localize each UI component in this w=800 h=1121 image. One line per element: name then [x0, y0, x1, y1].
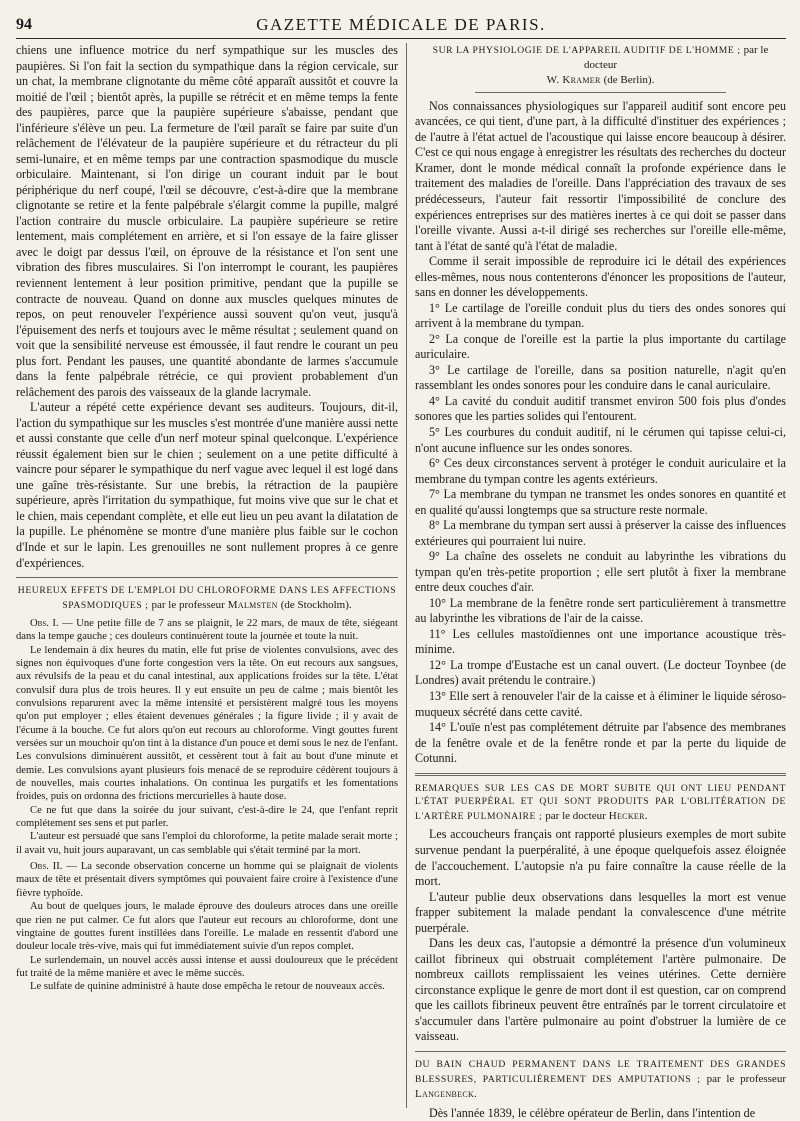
auditif-author: W. Kramer	[546, 73, 601, 86]
sympathique-paragraph-1: chiens une influence motrice du nerf sympathique sur les muscles des paupières. Si l'on fait la section du sympathique dans la région cervicale, sur un chat, la membrane clignotante du même côté apparaît aussitôt et couvre la moitié de l'œil ; bientôt après, la pupille se rétrécit et en même temps la fente des paupières, parce que la paupière supérieure s'abaisse, pendant que l'inférieure s'élève un peu. La fermeture de l'œil paraît se faire par suite d'un relâchement de l'élévateur de la paupière supérieure et du rétracteur du pli semi-lunaire, et en même temps par une contraction spasmodique du muscle orbiculaire. Maintenant, si l'on dirige un courant induit par le bout périphérique du nerf coupé, l'œil se découvre, c'est-à-dire que la membrane clignotante se retire et la fente palpébrale s'élargit comme la pupille, malgré l'action contraire du muscle orbiculaire. La paupière supérieure se retire lentement, mais complétement en arrière, et si l'on essaye de la faire glisser avec le doigt par dessus l'œil, on éprouve de la résistance et l'on sent une vibration des fibres musculaires. Si l'on interrompt le courant, les paupières reviennent lentement à leur position primitive, pendant que la pupille se contracte de nouveau. Quand on donne aux muscles quelques minutes de repos, on peut renouveler l'expérience aussi souvent qu'on veut, jusqu'à l'épuisement des nerfs et toujours avec le même résultat ; seulement quand on voit que la sensibilité nerveuse est émoussée, il faut rendre le courant un peu plus fort. Pendant les pauses, une quantité abondante de larmes s'accumule dans la fente palpébrale rétrécie, ce qui provient probablement d'un relâchement des parois des vaisseaux de la glande lacrymale.	[16, 43, 398, 399]
two-column-body	[16, 43, 786, 1120]
obs2-paragraph-4: Le sulfate de quinine administré à haute dose empêcha le retour de nouveaux accès.	[30, 981, 385, 993]
auditif-proposition-13: 13° Elle sert à renouveler l'air de la caisse et à éliminer le liquide séroso-muqueux sécrété dans cette cavité.	[415, 689, 786, 719]
mort-subite-paragraph-3: Dans les deux cas, l'autopsie a démontré la présence d'un volumineux caillot fibrineux qui obstruait complétement l'artère pulmonaire. De nombreux caillots remplissaient les veines utérines. Cette dernière circonstance explique le genre de mort dont il est question, car on comprend que les caillots fibrineux peuvent être entraînés par le torrent circulatoire et s'accumuler dans l'artère pulmonaire au point d'obstruer la lumière de ce vaisseau.	[415, 936, 786, 1044]
obs2-paragraph-2: Au bout de quelques jours, le malade éprouve des douleurs atroces dans une oreille que rien ne put calmer. Ce fut alors que l'auteur eut recours au chloroforme, dont une vingtaine de gouttes furent instillées dans l'oreille. Le malade en ressentit d'abord une douleur locale très-vive, mais qui fut immédiatement suivie d'un repos complet.	[16, 901, 398, 953]
bain-chaud-title-text: DU BAIN CHAUD PERMANENT DANS LE TRAITEMENT DES GRANDES BLESSURES, PARTICULIÈREMENT DES AMPUTATIONS ;	[415, 1058, 786, 1085]
obs1-label: Obs. I.	[30, 617, 59, 629]
obs2-text: — La seconde observation concerne un homme qui se plaignait de violents maux de tête et présentait divers symptômes qui pouvaient faire croire à l'existence d'une fièvre typhoïde.	[16, 861, 398, 899]
auditif-proposition-11: 11° Les cellules mastoïdiennes ont une importance acoustique très-minime.	[415, 626, 786, 657]
mort-subite-article-title	[415, 783, 786, 824]
auditif-proposition-10: 10° La membrane de la fenêtre ronde sert particulièrement à transmettre au labyrinthe les vibrations de l'air de la caisse.	[415, 595, 786, 626]
article-divider	[415, 1051, 786, 1052]
auditif-proposition-7: 7° La membrane du tympan ne transmet les ondes sonores en quantité et en qualité qu'aussi longtemps que sa structure reste normale.	[415, 487, 786, 517]
obs1-paragraph-4: L'auteur est persuadé que sans l'emploi du chloroforme, la petite malade serait morte ; il avait vu, huit jours auparavant, un cas semblable qui s'était terminé par la mort.	[16, 831, 398, 856]
mort-subite-paragraph-1: Les accoucheurs français ont rapporté plusieurs exemples de mort subite survenue pendant la puerpéralité, à une époque quelquefois assez éloignée de l'accouchement. L'autopsie n'a pu faire connaître la cause réelle de la mort.	[415, 827, 786, 889]
journal-title: GAZETTE MÉDICALE DE PARIS.	[256, 15, 546, 34]
obs2-paragraph-3: Le surlendemain, un nouvel accès aussi intense et aussi douloureux que le précédent fut traité de la même manière et avec le même succès.	[16, 954, 398, 979]
bain-chaud-byline: par le professeur	[706, 1072, 786, 1085]
auditif-proposition-1: 1° Le cartilage de l'oreille conduit plus du tiers des ondes sonores qui arrivent à la membrane du tympan.	[415, 300, 786, 331]
mort-subite-title-text: REMARQUES SUR LES CAS DE MORT SUBITE QUI ONT LIEU PENDANT L'ÉTAT PUERPÉRAL ET QUI SONT PRODUITS PAR L'OBLITÉRATION DE L'ARTÈRE PULMONAIRE ;	[415, 782, 786, 822]
right-column	[406, 43, 786, 1120]
obs2-paragraph-1	[16, 860, 398, 900]
chloroforme-affiliation: (de Stockholm).	[280, 599, 352, 611]
auditif-byline: par le docteur	[584, 44, 769, 71]
obs1-paragraph-3: Ce ne fut que dans la soirée du jour suivant, c'est-à-dire le 24, que l'enfant reprit complétement ses sens et put parler.	[16, 804, 398, 830]
bain-chaud-paragraph-1: Dès l'année 1839, le célèbre opérateur de Berlin, dans l'intention de	[429, 1105, 756, 1120]
article-divider	[415, 773, 786, 776]
auditif-affiliation: (de Berlin).	[603, 73, 655, 86]
mort-subite-paragraph-2: L'auteur publie deux observations dans lesquelles la mort est venue frapper subitement la malade pendant la convalescence d'une métrite puerpérale.	[415, 889, 786, 935]
bain-chaud-author: Langenbeck.	[415, 1087, 478, 1100]
auditif-article-title	[415, 43, 786, 88]
sympathique-paragraph-2: L'auteur a répété cette expérience devant ses auditeurs. Toujours, dit-il, l'action du sympathique sur les muscles s'est montrée d'une manière aussi nette et aussi constante que celle d'un nerf moteur spinal quelconque. L'expérience réussit également bien sur le chien ; seulement on a une petite difficulté à vaincre pour séparer le sympathique du nerf vague avec lequel il est logé dans une gaîne très-résistante. Sur une brebis, la rétraction de la paupière supérieure, après l'irritation du sympathique, fut moins vive que sur le chat et le chien, mais cependant complète, et elle eut lieu un peu avant la dilatation de la pupille. Le phénomène se montre d'une manière plus faible sur le cochon d'Inde et sur le lapin. Les grenouilles ne sont nullement propres à ce genre d'expériences.	[16, 400, 398, 570]
bain-chaud-article-title	[415, 1059, 786, 1102]
obs2-label: Obs. II.	[30, 861, 63, 873]
page-number: 94	[16, 16, 32, 33]
auditif-proposition-2: 2° La conque de l'oreille est la partie la plus importante du cartilage auriculaire.	[415, 331, 786, 362]
mort-subite-author: Hecker.	[608, 809, 648, 822]
auditif-title-text: SUR LA PHYSIOLOGIE DE L'APPAREIL AUDITIF DE L'HOMME ;	[432, 45, 741, 56]
auditif-proposition-4: 4° La cavité du conduit auditif transmet environ 500 fois plus d'ondes sonores que les parties solides qui l'entourent.	[415, 393, 786, 424]
auditif-proposition-12: 12° La trompe d'Eustache est un canal ouvert. (Le docteur Toynbee (de Londres) avait prétendu le contraire.)	[415, 657, 786, 688]
article-divider	[475, 92, 726, 93]
chloroforme-article-title	[16, 585, 398, 613]
mort-subite-byline: par le docteur	[545, 809, 606, 822]
auditif-proposition-14: 14° L'ouïe n'est pas complétement détruite par l'absence des membranes de la fenêtre ovale et de la fenêtre ronde et par la perte du liquide de Cotunni.	[415, 720, 786, 766]
auditif-proposition-8: 8° La membrane du tympan sert aussi à préserver la caisse des influences extérieures qui pourraient lui nuire.	[415, 518, 786, 548]
auditif-proposition-6: 6° Ces deux circonstances servent à protéger le conduit auriculaire et la membrane du tympan contre les agents extérieurs.	[415, 456, 786, 486]
obs1-paragraph-2: Le lendemain à dix heures du matin, elle fut prise de violentes convulsions, avec des signes non équivoques d'une forte congestion vers la tête. On eut recours aux sangsues, aux révulsifs de la peau et du canal intestinal, aux applications froides sur la tête. L'état convulsif dura plus de trois heures. Il y eut ensuite un peu de calme ; mais bientôt les convulsions reparurent avec la même intensité et persistèrent malgré tous les moyens qu'on put employer ; elles étaient devenues générales ; la figure livide ; il y avait de l'écume à la bouche. Ce fut alors qu'on eut recours au chloroforme. Vingt gouttes furent versées sur un mouchoir qu'on tint à la distance d'un pouce et demi sous le nez de l'enfant. Les convulsions diminuèrent aussitôt, et cessèrent tout à fait au bout d'une minute et demie. Les convulsions ayant plusieurs fois menacé de se reproduire cédèrent toujours à de nouvelles, mais courtes inhalations. On continua les purgatifs et les fomentations froides, puis on ordonna des frictions mercurielles à haute dose.	[16, 644, 398, 803]
page-header	[16, 14, 786, 39]
auditif-proposition-3: 3° Le cartilage de l'oreille, dans sa position naturelle, n'agit qu'en rassemblant les ondes sonores pour les conduire dans le canal auriculaire.	[415, 362, 786, 393]
obs1-text: — Une petite fille de 7 ans se plaignit, le 22 mars, de maux de tête, siégeant dans la tempe gauche ; ces douleurs continuèrent toute la journée et toute la nuit.	[16, 617, 398, 643]
left-column	[16, 43, 406, 1108]
chloroforme-author: Malmsten	[227, 599, 278, 611]
auditif-proposition-5: 5° Les courbures du conduit auditif, ni le cérumen qui tapisse celui-ci, n'ont aucune influence sur les ondes sonores.	[415, 424, 786, 455]
chloroforme-byline: par le professeur	[151, 599, 225, 611]
auditif-paragraph-2: Comme il serait impossible de reproduire ici le détail des expériences elles-mêmes, nous nous contenterons d'énoncer les propositions de l'auteur, sans en donner les développements.	[415, 254, 786, 300]
chloroforme-title-text: HEUREUX EFFETS DE L'EMPLOI DU CHLOROFORME DANS LES AFFECTIONS SPASMODIQUES ;	[17, 585, 397, 611]
auditif-paragraph-1: Nos connaissances physiologiques sur l'appareil auditif sont encore peu avancées, ce qui tient, d'une part, à la difficulté d'instituer des expériences ; de l'autre à l'état actuel de l'acoustique qui laisse encore beaucoup à désirer. C'est ce qui nous engage à enregistrer les résultats des recherches du docteur Kramer, dont le monde médical connaît la profonde expérience dans le traitement des maladies de l'oreille. Dans l'appréciation des travaux de ses prédécesseurs, l'auteur fait ressortir l'impossibilité de conclure des expériences entreprises sur des matières inertes à ce qui doit se passer dans l'oreille vivante. Aussi a-t-il dirigé ses recherches sur l'oreille elle-même, tant à l'état de santé qu'à l'état de maladie.	[415, 98, 786, 253]
auditif-proposition-9: 9° La chaîne des osselets ne conduit au labyrinthe les vibrations du tympan qu'en très-petite proportion ; elle sert plutôt à fixer la membrane entre deux couches d'air.	[415, 549, 786, 595]
obs1-paragraph-1	[16, 617, 398, 644]
article-divider	[16, 577, 398, 578]
